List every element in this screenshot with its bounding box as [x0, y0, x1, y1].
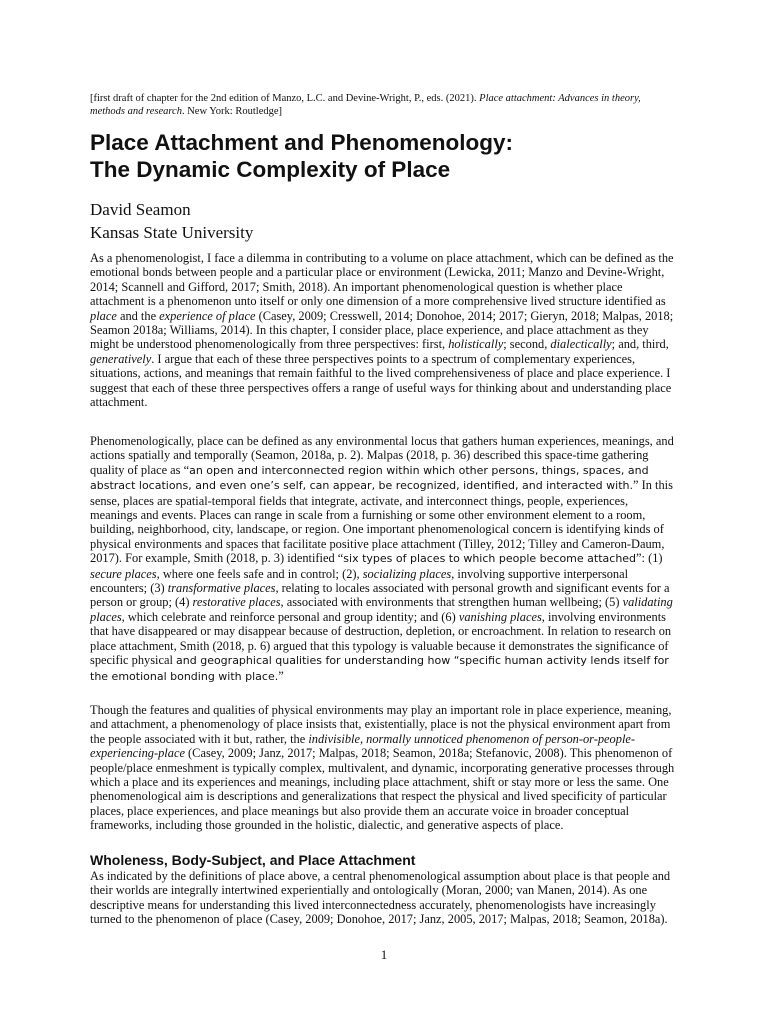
- paragraph-wholeness: As indicated by the definitions of place above, a central phenomenological assumption about place is that people and their worlds are integrally intertwined experientially and ontologically (Moran, 2000; van Manen, 2014). As one descriptive means for understanding this lived interconnectedness accurately, phenomenologists have increasingly turned to the phenomenon of place (Casey, 2009; Donohoe, 2017; Janz, 2005, 2017; Malpas, 2018; Seamon, 2018a).: [90, 869, 671, 927]
- chapter-title-line-1: Place Attachment and Phenomenology:: [90, 130, 513, 155]
- quotation: an open and interconnected region within which other persons, things, spaces, and abstract locations, and even one’s self, can appear, be recognized, identified, and interacted with.: [90, 463, 649, 493]
- chapter-source-note: [first draft of chapter for the 2nd edition of Manzo, L.C. and Devine-Wright, P., eds. (2021). Place attachment: Advances in theory, methods and research. New York: Routledge]: [90, 93, 641, 117]
- page-number: 1: [380, 947, 388, 962]
- quotation: and geographical qualities for understanding how “specific human activity lends itself for the emotional bonding with place.: [90, 654, 669, 683]
- chapter-title-line-2: The Dynamic Complexity of Place: [90, 157, 451, 182]
- author-affiliation: Kansas State University: [90, 223, 254, 242]
- paragraph-place-definition: Phenomenologically, place can be defined as any environmental locus that gathers human experiences, meanings, and actions spatially and temporally (Seamon, 2018a, p. 2). Malpas (2018, p. 36) described this space-time gathering quality of place as “an open and interconnected region within which other persons, things, spaces, and abstract locations, and even one’s self, can appear, be recognized, identified, and interacted with.” In this sense, places are spatial-temporal fields that integrate, activate, and interconnect things, people, experiences, meanings and events. Places can range in scale from a furnishing or some other environment element to a room, building, neighborhood, city, landscape, or region. One important phenomenological concern is identifying kinds of physical environments and spaces that facilitate positive place attachment (Tilley, 2012; Tilley and Cameron-Daum, 2017). For example, Smith (2018, p. 3) identified “six types of places to which people become attached”: (1) secure places, where one feels safe and in control; (2), socializing places, involving supportive interpersonal encounters; (3) transformative places, relating to locales associated with personal growth and significant events for a person or group; (4) restorative places, associated with environments that strengthen human wellbeing; (5) validating places, which celebrate and reinforce personal and group identity; and (6) vanishing places, involving environments that have disappeared or may disappear because of destruction, depletion, or encroachment. In relation to research on place attachment, Smith (2018, p. 6) argued that this typology is valuable because it demonstrates the significance of specific physical and geographical qualities for understanding how “specific human activity lends itself for the emotional bonding with place.”: [90, 434, 674, 683]
- book-title: Place attachment: Advances in theory, methods and research: [90, 93, 641, 117]
- section-heading: Wholeness, Body-Subject, and Place Attachment: [90, 852, 416, 868]
- author-name: David Seamon: [90, 200, 191, 219]
- author-block: [90, 198, 678, 244]
- chapter-title: [90, 129, 678, 183]
- quotation: six types of places to which people become attached: [343, 552, 637, 566]
- paragraph-intro: As a phenomenologist, I face a dilemma in contributing to a volume on place attachment, which can be defined as the emotional bonds between people and a particular place or environment (Lewicka, 2011; Manzo and Devine-Wright, 2014; Scannell and Gifford, 2017; Smith, 2018). An important phenomenological question is whether place attachment is a phenomenon unto itself or only one dimension of a more comprehensive lived structure identified as place and the experience of place (Casey, 2009; Cresswell, 2014; Donohoe, 2014; 2017; Gieryn, 2018; Malpas, 2018; Seamon 2018a; Williams, 2014). In this chapter, I consider place, place experience, and place attachment as they might be understood phenomenologically from three perspectives: first, holistically; second, dialectically; and, third, generatively. I argue that each of these three perspectives points to a spectrum of complementary experiences, situations, actions, and meanings that remain faithful to the lived comprehensiveness of place and place experience. I suggest that each of these three perspectives offers a range of useful ways for thinking about and understanding place attachment.: [90, 251, 674, 410]
- paragraph-people-place: Though the features and qualities of physical environments may play an important role in place experience, meaning, and attachment, a phenomenology of place insists that, existentially, place is not the physical environment apart from the people associated with it but, rather, the indivisible, normally unnoticed phenomenon of person-or-people-experiencing-place (Casey, 2009; Janz, 2017; Malpas, 2018; Seamon, 2018a; Stefanovic, 2008). This phenomenon of people/place enmeshment is typically complex, multivalent, and dynamic, incorporating generative processes through which a place and its experiences and meanings, including place attachment, shift or stay more or less the same. One phenomenological aim is descriptions and generalizations that respect the physical and lived specificity of particular places, place experiences, and place meanings but also provide them an accurate voice in broader conceptual frameworks, including those grounded in the holistic, dialectic, and generative aspects of place.: [90, 703, 675, 833]
